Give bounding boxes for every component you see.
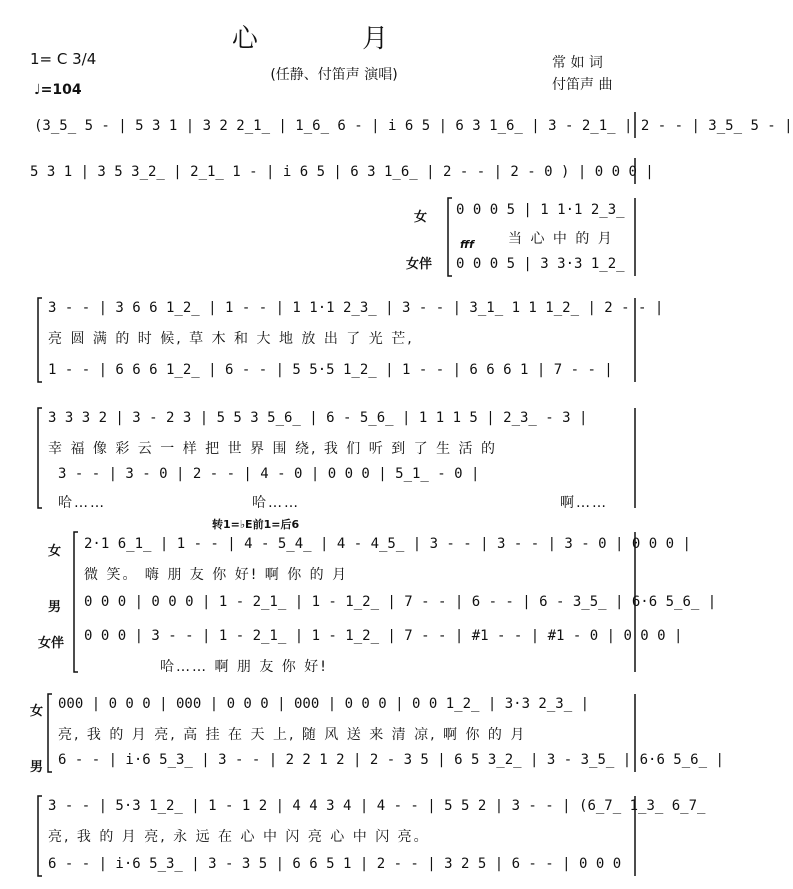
verse-line-2-lyric: 幸 福 像 彩 云 一 样 把 世 界 围 绕, 我 们 听 到 了 生 活 的: [48, 441, 498, 457]
chorus-female-notes: 2·1 6̲1̲ | 1 - - | 4 - 5̲4̲ | 4 - 4̲5̲ | 3 - - | 3 - - | 3 - 0 | 0 0 0 |: [84, 536, 691, 552]
verse-entry-lyric: 当 心 中 的 月: [508, 231, 614, 247]
verse-line-1-lyric: 亮 圆 满 的 时 候, 草 木 和 大 地 放 出 了 光 芒,: [48, 331, 414, 347]
verse-entry-female-notes: 0 0 0 5 | 1 1·1 2̲3̲: [456, 202, 625, 218]
backing-lyric-ah: 啊……: [560, 495, 608, 511]
bracket-system-7: [48, 694, 52, 772]
tempo-marking: ♩=104: [34, 82, 82, 98]
bracket-system-8: [38, 796, 42, 876]
part-label-male: 男: [48, 600, 62, 615]
bracket-system-6: [74, 532, 78, 672]
part-label-female-backing: 女伴: [406, 257, 433, 272]
bracket-system-4: [38, 298, 42, 382]
performers-subtitle: (任静、付笛声 演唱): [270, 67, 398, 83]
verse-entry-backing-notes: 0 0 0 5 | 3 3·3 1̲2̲: [456, 256, 625, 272]
chorus-male-notes: 0 0 0 | 0 0 0 | 1 - 2̲1̲ | 1 - 1̲2̲ | 7 - - | 6 - - | 6 - 3̲5̲ | 6·6 5̲6̲ |: [84, 594, 717, 610]
key-change-marking: 转1=♭E前1=后6: [212, 518, 300, 531]
bracket-system-5: [38, 408, 42, 508]
intro-line-2: 5 3 1 | 3 5 3̲2̲ | 2̲1̲ 1 - | i 6 5 | 6 3 1̲6̲ | 2 - - | 2 - 0 ) | 0 0 0 |: [30, 164, 654, 180]
song-title: 心 月: [231, 24, 437, 54]
chorus-backing-notes: 0 0 0 | 3 - - | 1 - 2̲1̲ | 1 - 1̲2̲ | 7 - - | #1 - - | #1 - 0 | 0 0 0 |: [84, 628, 683, 644]
verse-line-2-backing: 3 - - | 3 - 0 | 2 - - | 4 - 0 | 0 0 0 | 5̲1̲ - 0 |: [58, 466, 480, 482]
lyricist-credit: 常 如 词: [552, 55, 603, 71]
intro-line-1: (3̲5̲ 5 - | 5 3 1 | 3 2 2̲1̲ | 1̲6̲ 6 - | i 6 5 | 6 3 1̲6̲ | 3 - 2̲1̲ | 2 - - | 3̲5̲ 5 - |: [34, 118, 793, 134]
chorus-backing-lyric: 哈…… 啊 朋 友 你 好!: [160, 659, 328, 675]
refrain-female-lyric: 亮, 我 的 月 亮, 高 挂 在 天 上, 随 风 送 来 清 凉, 啊 你 的 月: [58, 727, 527, 743]
verse-line-1-backing: 1 - - | 6 6 6 1̲2̲ | 6 - - | 5 5·5 1̲2̲ | 1 - - | 6 6 6 1 | 7 - - |: [48, 362, 613, 378]
part-label-male: 男: [30, 760, 44, 775]
verse-line-1-melody: 3 - - | 3 6 6 1̲2̲ | 1 - - | 1 1·1 2̲3̲ | 3 - - | 3̲1̲ 1 1 1̲2̲ | 2 - - |: [48, 300, 664, 316]
part-label-female: 女: [48, 544, 62, 559]
part-label-female: 女: [30, 704, 44, 719]
ending-male-notes: 6 - - | i·6 5̲3̲ | 3 - 3 5 | 6 6 5 1 | 2 - - | 3 2 5 | 6 - - | 0 0 0: [48, 856, 622, 872]
bracket-system-3: [448, 198, 452, 276]
refrain-male-notes: 6 - - | i·6 5̲3̲ | 3 - - | 2 2 1 2 | 2 - 3 5 | 6 5 3̲2̲ | 3 - 3̲5̲ | 6·6 5̲6̲ |: [58, 752, 724, 768]
ending-female-notes: 3 - - | 5·3 1̲2̲ | 1 - 1 2 | 4 4 3 4 | 4 - - | 5 5 2 | 3 - - | (6̲7̲ 1̲3̲ 6̲7̲: [48, 798, 706, 814]
verse-line-2-melody: 3 3 3 2 | 3 - 2 3 | 5 5 3 5̲6̲ | 6 - 5̲6̲ | 1 1 1 5 | 2̲3̲ - 3 |: [48, 410, 588, 426]
backing-lyric-ha-2: 哈……: [252, 495, 300, 511]
composer-credit: 付笛声 曲: [552, 77, 613, 93]
part-label-female-backing: 女伴: [38, 636, 65, 651]
dynamic-marking: fff: [460, 238, 474, 251]
key-signature: 1= C 3/4: [30, 50, 97, 68]
refrain-female-notes: 000 | 0 0 0 | 000 | 0 0 0 | 000 | 0 0 0 | 0 0 1̲2̲ | 3·3 2̲3̲ |: [58, 696, 590, 712]
chorus-female-lyric: 微 笑。 嗨 朋 友 你 好! 啊 你 的 月: [84, 567, 349, 583]
ending-female-lyric: 亮, 我 的 月 亮, 永 远 在 心 中 闪 亮 心 中 闪 亮。: [48, 829, 430, 845]
part-label-female: 女: [414, 210, 428, 225]
backing-lyric-ha-1: 哈……: [58, 495, 106, 511]
